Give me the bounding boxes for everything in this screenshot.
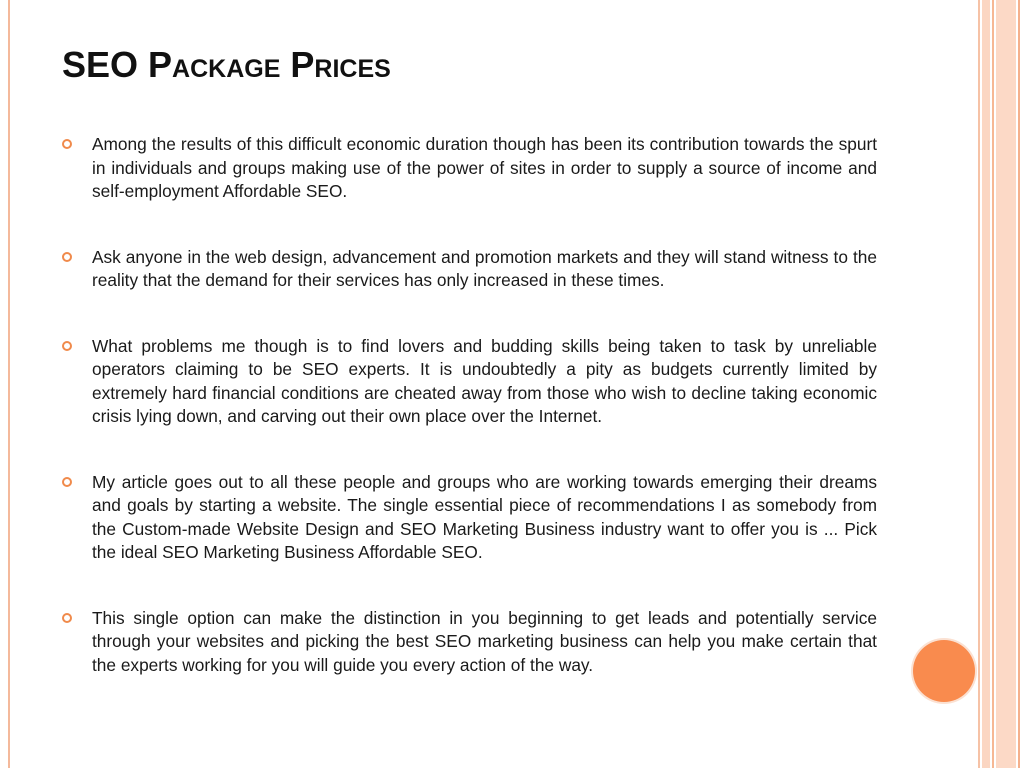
- bullet-text: Ask anyone in the web design, advancement and promotion markets and they will stand witness to the reality that the demand for their services has only increased in these times.: [92, 246, 877, 290]
- bullet-item: [62, 607, 877, 678]
- bullet-item: [62, 246, 877, 293]
- bullet-ring-icon: [62, 252, 72, 262]
- right-border-stripe: [992, 0, 994, 768]
- bullet-text: This single option can make the distinction in you beginning to get leads and potentially service through your websites and picking the best SEO marketing business can help you make certain that the experts working for you will guide you every action of the way.: [92, 607, 877, 675]
- slide-title: SEO Package Prices: [62, 44, 391, 85]
- bullet-ring-icon: [62, 139, 72, 149]
- bullet-list: [62, 133, 877, 719]
- bullet-item: [62, 133, 877, 204]
- bullet-item: [62, 471, 877, 565]
- bullet-text: My article goes out to all these people and groups who are working towards emerging their dreams and goals by starting a website. The single essential piece of recommendations I as somebody from the Custom-made Website Design and SEO Marketing Business industry want to offer you is ... Pick the ideal SEO Marketing Business Affordable SEO.: [92, 471, 877, 562]
- bullet-text: What problems me though is to find lovers and budding skills being taken to task by unreliable operators claiming to be SEO experts. It is undoubtedly a pity as budgets currently limited by extremely hard financial conditions are cheated away from those who wish to decline taking economic crisis lying down, and carving out their own place over the Internet.: [92, 335, 877, 426]
- accent-circle-icon: [913, 640, 975, 702]
- bullet-text: Among the results of this difficult economic duration though has been its contribution towards the spurt in individuals and groups making use of the power of sites in order to supply a source of income and self-employment Affordable SEO.: [92, 134, 877, 201]
- right-border-stripe: [982, 0, 990, 768]
- right-border-stripe: [996, 0, 1016, 768]
- bullet-item: [62, 335, 877, 429]
- right-border-stripe: [1018, 0, 1020, 768]
- right-border-stripe: [978, 0, 980, 768]
- bullet-ring-icon: [62, 341, 72, 351]
- bullet-ring-icon: [62, 477, 72, 487]
- left-border-line: [8, 0, 10, 768]
- bullet-ring-icon: [62, 613, 72, 623]
